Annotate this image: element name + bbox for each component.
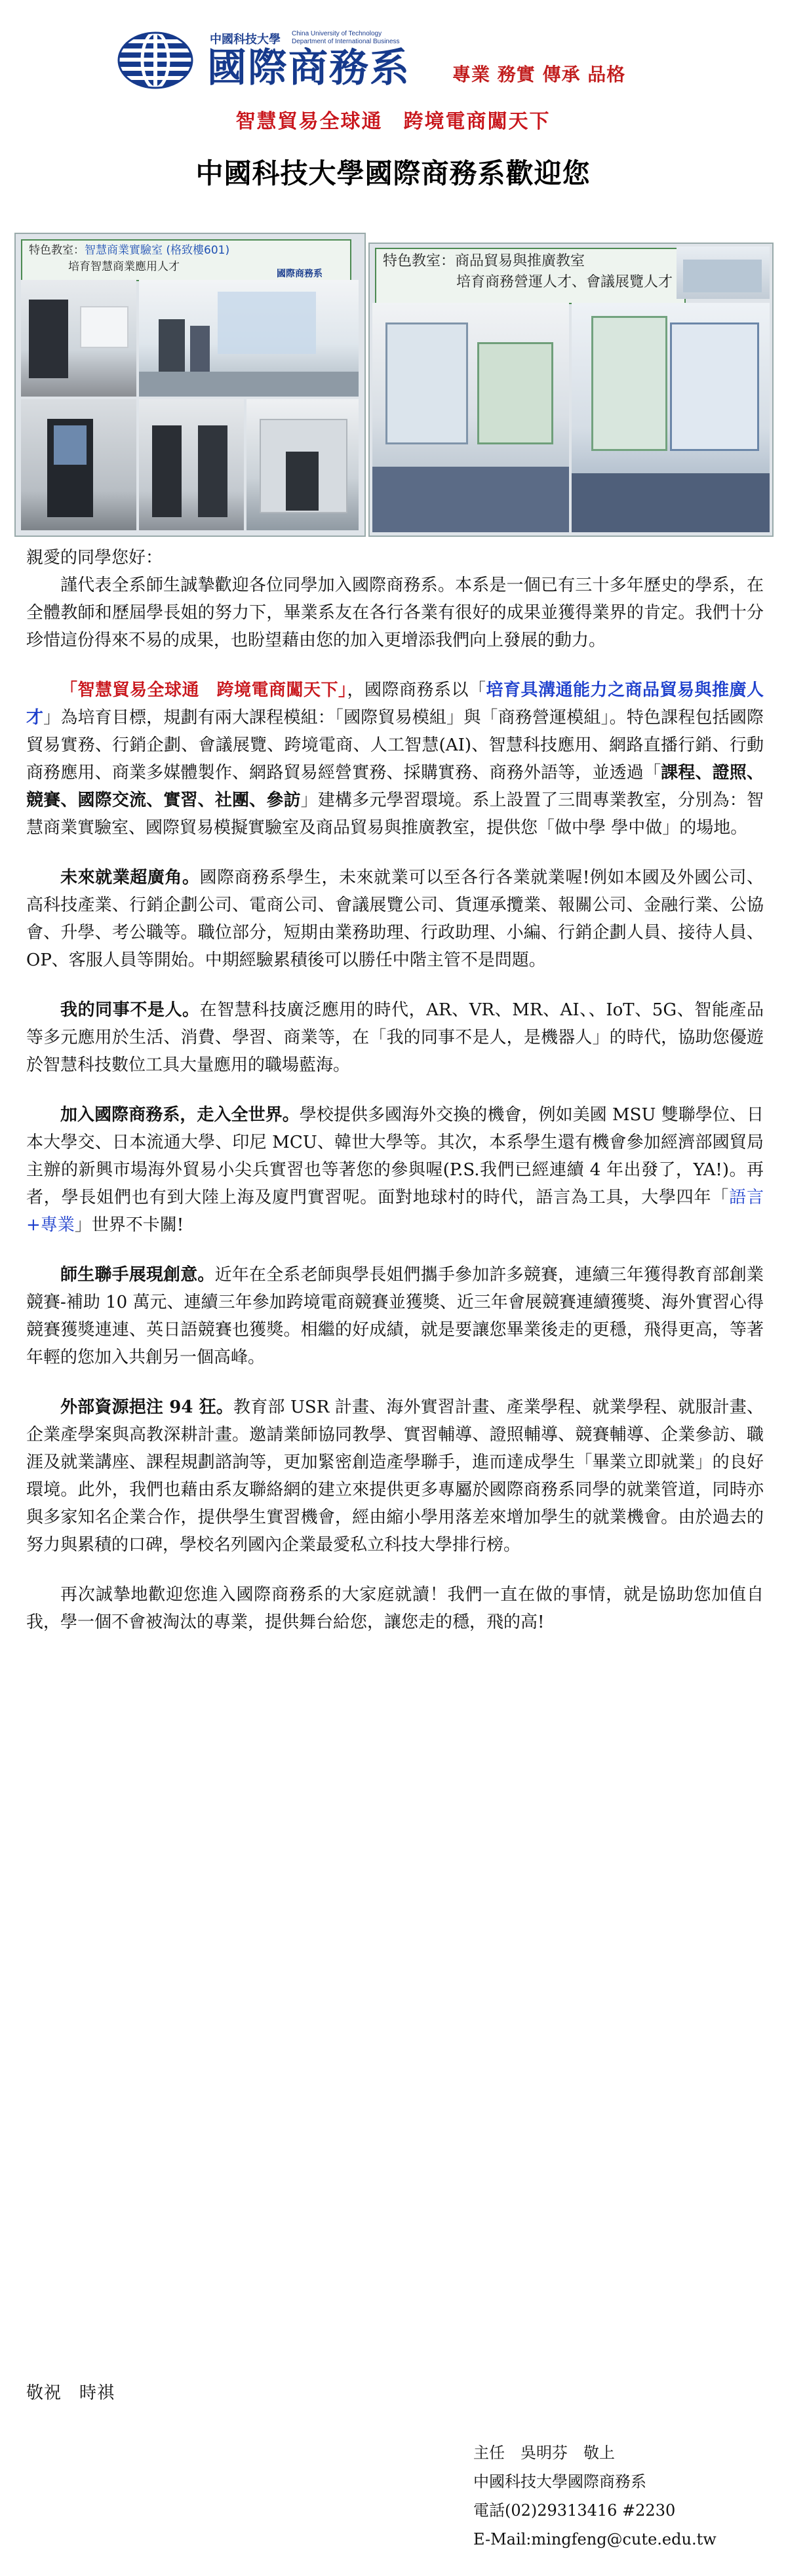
lab-photo-3: [21, 399, 136, 530]
classroom-caption-right: 特色教室：商品貿易與推廣教室 培育商務營運人才、會議展覽人才: [375, 248, 686, 304]
signature-phone: 電話(02)29313416 #2230: [473, 2501, 676, 2520]
letter-paragraph-4: 我的同事不是人。在智慧科技廣泛應用的時代，AR、VR、MR、AI、、IoT、5G、智能產品等多元應用於生活、消費、學習、商業等，在「我的同事不是人，是機器人」的時代，協助您優遊於智慧科技數位工具大量應用的職場藍海。: [26, 1000, 764, 1075]
letter-paragraph-5: 加入國際商務系，走入全世界。學校提供多國海外交換的機會，例如美國 MSU 雙聯學位、日本大學交、日本流通大學、印尼 MCU、韓世大學等。其次，本系學生還有機會參加經濟部國貿局主辦的新興市場海外貿易小尖兵實習也等著您的參與喔(P.S.我們已經連續 4 年出發了，YA!)。再者，學長姐們也有到大陸上海及廈門實習呢。面對地球村的時代，語言為工具，大學四年「語言+專業」世界不卡關!: [26, 1105, 764, 1235]
letter-paragraph-1: 謹代表全系師生誠摯歡迎各位同學加入國際商務系。本系是一個已有三十多年歷史的學系，在全體教師和歷屆學長姐的努力下，畢業系友在各行各業有很好的成果並獲得業界的肯定。我們十分珍惜這份得來不易的成果，也盼望藉由您的加入更增添我們向上發展的動力。: [26, 576, 764, 650]
slogan: 智慧貿易全球通 跨境電商闖天下: [235, 110, 551, 133]
signature-email[interactable]: E-Mail:mingfeng@cute.edu.tw: [473, 2530, 717, 2548]
signature-name: 主任 吳明芬 敬上: [473, 2444, 615, 2462]
letter-paragraph-2: 「智慧貿易全球通 跨境電商闖天下」，國際商務系以「培育具溝通能力之商品貿易與推廣人才」為培育目標，規劃有兩大課程模組：「國際貿易模組」與「商務營運模組」。特色課程包括國際貿易實務、行銷企劃、會議展覽、跨境電商、人工智慧(AI)、智慧科技應用、網路直播行銷、行動商務應用、商業多媒體製作、網路貿易經營實務、採購實務、商務外語等，並透過「課程、證照、競賽、國際交流、實習、社團、參訪」建構多元學習環境。系上設置了三間專業教室，分別為：智慧商業實驗室、國際貿易模擬實驗室及商品貿易與推廣教室，提供您「做中學 學中做」的場地。: [26, 680, 764, 838]
classroom-photo-1: [372, 303, 569, 532]
letter-closing: 敬祝 時祺: [26, 2383, 115, 2403]
signature-department: 中國科技大學國際商務系: [473, 2472, 646, 2491]
letter-greeting: 親愛的同學您好：: [26, 548, 163, 568]
university-name: 中國科技大學: [210, 33, 281, 47]
letter-paragraph-3: 未來就業超廣角。國際商務系學生，未來就業可以至各行各業就業喔!例如本國及外國公司、高科技產業、行銷企劃公司、電商公司、會議展覽公司、貨運承攬業、報關公司、金融行業、公協會、升學、考公職等。職位部分，短期由業務助理、行政助理、小編、行銷企劃人員、接待人員、OP、客服人員等開始。中期經驗累積後可以勝任中階主管不是問題。: [26, 868, 764, 970]
letter-paragraph-6: 師生聯手展現創意。近年在全系老師與學長姐們攜手參加許多競賽，連續三年獲得教育部創業競賽-補助 10 萬元、連續三年參加跨境電商競賽並獲獎、近三年會展競賽連續獲獎、海外實習心得競賽獲獎連連、英日語競賽也獲獎。相繼的好成績，就是要讓您畢業後走的更穩，飛得更高，等著年輕的您加入共創另一個高峰。: [26, 1265, 764, 1367]
classroom-photo-right: [368, 243, 774, 537]
lab-photo-2: [139, 280, 359, 397]
lab-photo-4: [139, 399, 244, 530]
page-title: 中國科技大學國際商務系歡迎您: [195, 157, 591, 189]
classroom-photo-2: [572, 303, 770, 532]
letter-paragraph-7: 外部資源挹注 94 狂。教育部 USR 計畫、海外實習計畫、產業學程、就業學程、就服計畫、企業產學案與高教深耕計畫。邀請業師協同教學、實習輔導、證照輔導、競賽輔導、企業參訪、職涯及就業講座、課程規劃諮詢等，更加緊密創造產學聯手，進而達成學生「畢業立即就業」的良好環境。此外，我們也藉由系友聯絡網的建立來提供更多專屬於國際商務系同學的就業管道，同時亦與多家知名企業合作，提供學生實習機會，經由縮小學用落差來增加學生的就業機會。由於過去的努力與累積的口碑，學校名列國內企業最愛私立科技大學排行榜。: [26, 1397, 764, 1555]
department-badge: 國際商務系: [277, 269, 323, 279]
letter-body: [26, 544, 764, 1658]
classroom-photo-left: [14, 233, 366, 537]
letter-paragraph-8: 再次誠摯地歡迎您進入國際商務系的大家庭就讀！我們一直在做的事情，就是協助您加值自我，學一個不會被淘汰的專業，提供舞台給您，讓您走的穩，飛的高!: [26, 1585, 764, 1632]
letterhead: [0, 0, 786, 105]
department-motto: 專業 務實 傳承 品格: [452, 64, 626, 85]
university-english-name: China University of Technology Department of International Business: [292, 30, 400, 45]
globe-logo-icon: [117, 31, 194, 89]
classroom-caption-left: 特色教室：智慧商業實驗室 (格致樓601) 培育智慧商業應用人才: [21, 239, 351, 281]
letter-signature: [473, 2438, 717, 2554]
department-name: 國際商務系: [207, 45, 410, 91]
lab-photo-5: [246, 399, 359, 530]
lab-photo-1: [21, 280, 136, 397]
classroom-photo-corner: [677, 246, 770, 299]
